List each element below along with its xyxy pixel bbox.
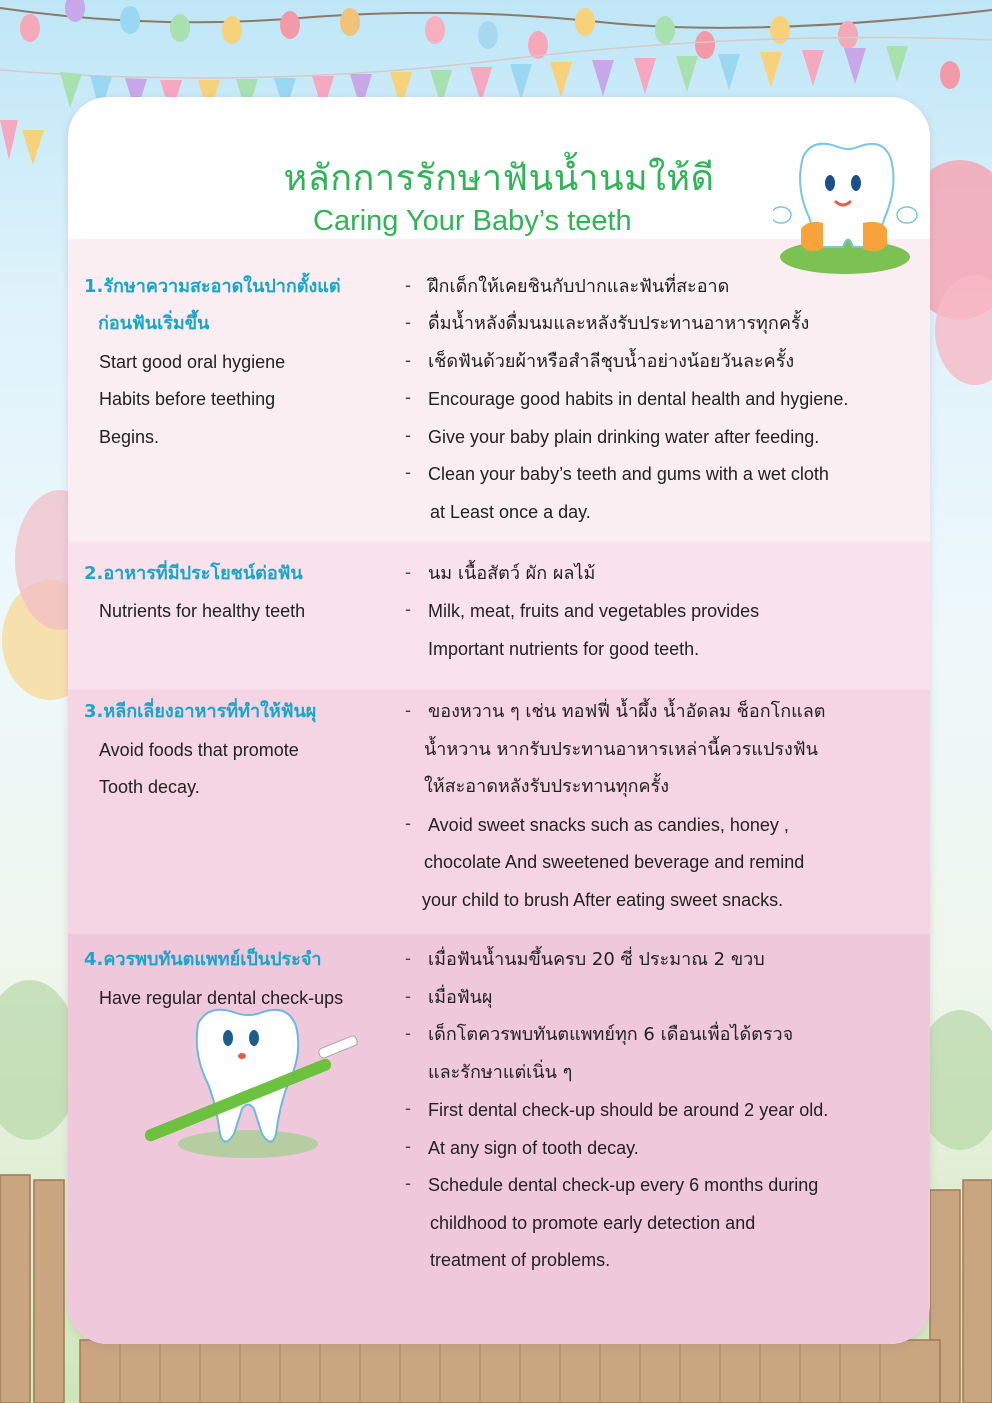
- list-item: ของหวาน ๆ เช่น ทอฟฟี่ น้ำผึ้ง น้ำอัดลม ช็อกโกแลต: [428, 701, 826, 722]
- list-item: chocolate And sweetened beverage and remind: [424, 852, 805, 872]
- bullet: -: [405, 813, 411, 833]
- bullet: -: [405, 948, 411, 968]
- bullet: -: [405, 1173, 411, 1193]
- list-item: ฝึกเด็กให้เคยชินกับปากและฟันที่สะอาด: [428, 276, 730, 297]
- section-subheading: Start good oral hygiene: [99, 352, 286, 372]
- bullet: -: [405, 312, 411, 332]
- section-heading: 3.หลีกเลี่ยงอาหารที่ทำให้ฟันผุ: [84, 701, 317, 722]
- bullet: -: [405, 425, 411, 445]
- list-item: เด็กโตควรพบทันตแพทย์ทุก 6 เดือนเพื่อได้ตรวจ: [428, 1024, 794, 1045]
- section-heading: 1.รักษาความสะอาดในปากตั้งแต่: [84, 276, 341, 297]
- list-item: treatment of problems.: [430, 1250, 611, 1270]
- list-item: Give your baby plain drinking water after feeding.: [428, 427, 820, 447]
- list-item: เมื่อฟันน้ำนมขึ้นครบ 20 ซี่ ประมาณ 2 ขวบ: [428, 949, 765, 970]
- section-dental-checkups: [68, 934, 930, 1344]
- section-avoid-foods: [68, 689, 930, 934]
- section-heading: 2.อาหารที่มีประโยชน์ต่อฟัน: [84, 563, 303, 584]
- list-item: Avoid sweet snacks such as candies, honey ,: [428, 815, 789, 835]
- section-subheading: Begins.: [99, 427, 160, 447]
- bullet: -: [405, 1136, 411, 1156]
- list-item: Milk, meat, fruits and vegetables provides: [428, 601, 760, 621]
- section-subheading: Habits before teething: [99, 389, 276, 409]
- list-item: ให้สะอาดหลังรับประทานทุกครั้ง: [424, 776, 669, 797]
- bullet: -: [405, 599, 411, 619]
- bullet: -: [405, 1023, 411, 1043]
- section-nutrients: [68, 542, 930, 689]
- tooth-toothbrush-icon: [138, 1004, 368, 1164]
- section-subheading: Have regular dental check-ups: [99, 988, 344, 1008]
- list-item: at Least once a day.: [430, 502, 591, 522]
- bullet: -: [405, 986, 411, 1006]
- list-item: Clean your baby’s teeth and gums with a wet cloth: [428, 464, 829, 484]
- page-title-english: Caring Your Baby’s teeth: [313, 205, 632, 237]
- page-title-thai: หลักการรักษาฟันน้ำนมให้ดี: [283, 158, 715, 199]
- list-item: และรักษาแต่เนิ่น ๆ: [428, 1062, 573, 1083]
- list-item: Encourage good habits in dental health and hygiene.: [428, 389, 849, 409]
- list-item: เมื่อฟันผุ: [428, 987, 493, 1008]
- section-subheading: Tooth decay.: [99, 777, 200, 797]
- bullet: -: [405, 275, 411, 295]
- section-subheading: Nutrients for healthy teeth: [99, 601, 306, 621]
- section-oral-hygiene: [68, 239, 930, 542]
- list-item: your child to brush After eating sweet snacks.: [422, 890, 784, 910]
- bullet: -: [405, 462, 411, 482]
- list-item: First dental check-up should be around 2 year old.: [428, 1100, 829, 1120]
- content-card: [68, 97, 930, 1344]
- list-item: ดื่มน้ำหลังดื่มนมและหลังรับประทานอาหารทุกครั้ง: [428, 313, 810, 334]
- bullet: -: [405, 350, 411, 370]
- list-item: เช็ดฟันด้วยผ้าหรือสำลีชุบน้ำอย่างน้อยวันละครั้ง: [428, 351, 795, 372]
- list-item: Schedule dental check-up every 6 months during: [428, 1175, 819, 1195]
- section-heading: ก่อนฟันเริ่มขึ้น: [98, 313, 210, 334]
- list-item: Important nutrients for good teeth.: [428, 639, 700, 659]
- bullet: -: [405, 387, 411, 407]
- bullet: -: [405, 700, 411, 720]
- list-item: At any sign of tooth decay.: [428, 1138, 639, 1158]
- bullet: -: [405, 562, 411, 582]
- list-item: นม เนื้อสัตว์ ผัก ผลไม้: [428, 563, 596, 584]
- section-heading: 4.ควรพบทันตแพทย์เป็นประจำ: [84, 949, 322, 970]
- list-item: childhood to promote early detection and: [430, 1213, 756, 1233]
- list-item: น้ำหวาน หากรับประทานอาหารเหล่านี้ควรแปรงฟัน: [424, 739, 818, 760]
- bullet: -: [405, 1098, 411, 1118]
- section-subheading: Avoid foods that promote: [99, 740, 299, 760]
- tooth-mascot-icon: [773, 137, 918, 277]
